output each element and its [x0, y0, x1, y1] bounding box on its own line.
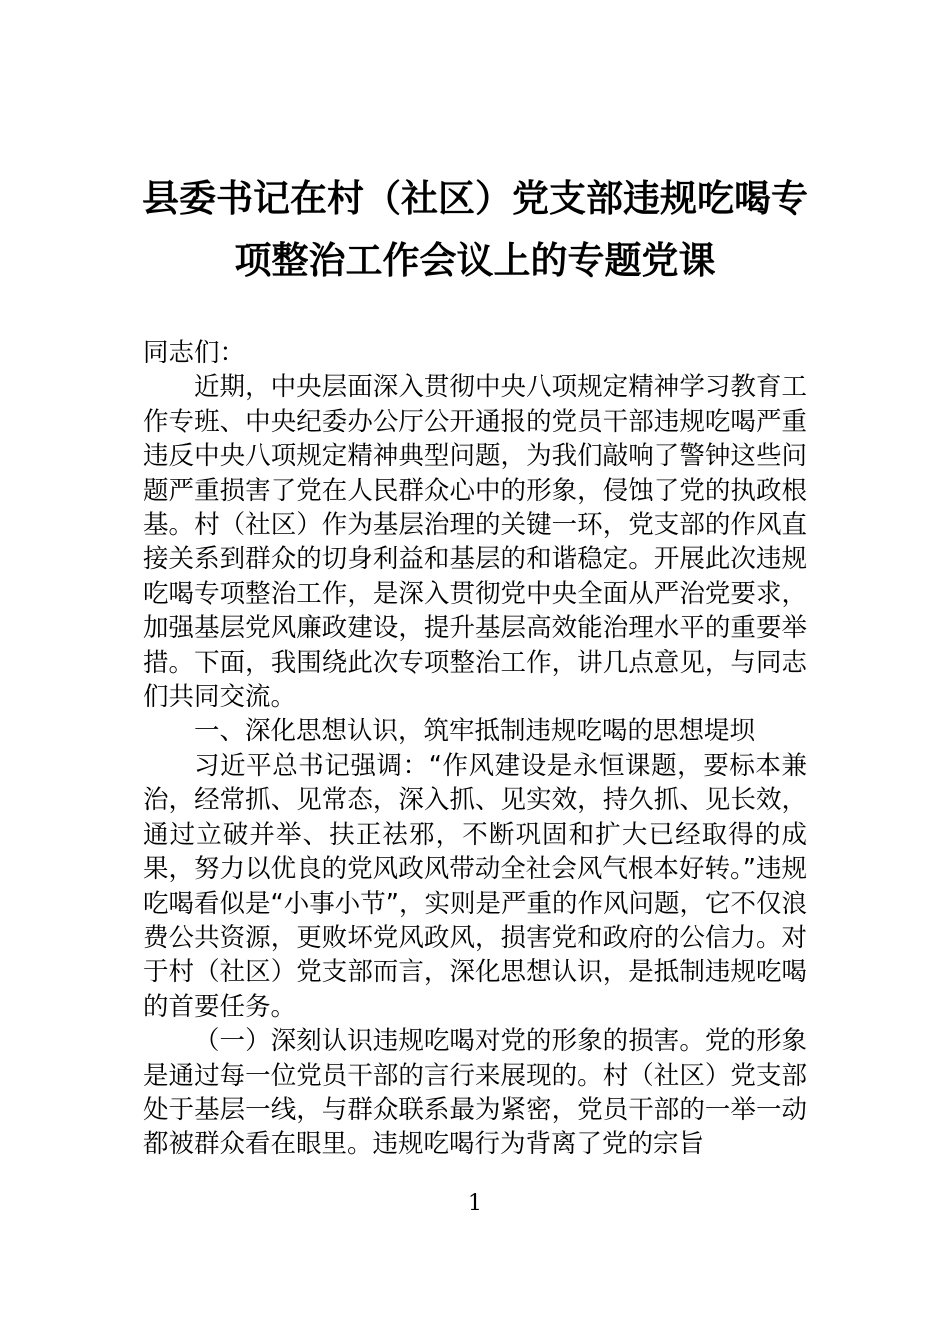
title-line-2: 项整治工作会议上的专题党课 [234, 239, 716, 282]
page-number: 1 [468, 1191, 482, 1216]
paragraph-intro: 近期，中央层面深入贯彻中央八项规定精神学习教育工作专班、中央纪委办公厅公开通报的党员干部违规吃喝严重违反中央八项规定精神典型问题，为我们敲响了警钟这些问题严重损害了党在人民群众心中的形象，侵蚀了党的执政根基。村（社区）作为基层治理的关键一环，党支部的作风直接关系到群众的切身利益和基层的和谐稳定。开展此次违规吃喝专项整治工作，是深入贯彻党中央全面从严治党要求，加强基层党风廉政建设，提升基层高效能治理水平的重要举措。下面，我围绕此次专项整治工作，讲几点意见，与同志们共同交流。 [143, 372, 807, 713]
salutation: 同志们： [143, 338, 246, 368]
title-line-1: 县委书记在村（社区）党支部违规吃喝专 [142, 177, 808, 220]
paragraph-subsection-1: （一）深刻认识违规吃喝对党的形象的损害。党的形象是通过每一位党员干部的言行来展现的。村（社区）党支部处于基层一线，与群众联系最为紧密，党员干部的一举一动都被群众看在眼里。违规吃喝行为背离了党的宗旨 [143, 1026, 807, 1160]
document-title [120, 168, 830, 292]
section-heading-1: 一、深化思想认识，筑牢抵制违规吃喝的思想堤坝 [194, 716, 756, 747]
document-body [143, 336, 807, 1162]
paragraph-quote: 习近平总书记强调：“作风建设是永恒课题，要标本兼治，经常抓、见常态，深入抓、见实效，持久抓、见长效，通过立破并举、扶正祛邪，不断巩固和扩大已经取得的成果，努力以优良的党风政风带动全社会风气根本好转。”违规吃喝看似是“小事小节”，实则是严重的作风问题，它不仅浪费公共资源，更败坏党风政风，损害党和政府的公信力。对于村（社区）党支部而言，深化思想认识，是抵制违规吃喝的首要任务。 [143, 750, 807, 1022]
